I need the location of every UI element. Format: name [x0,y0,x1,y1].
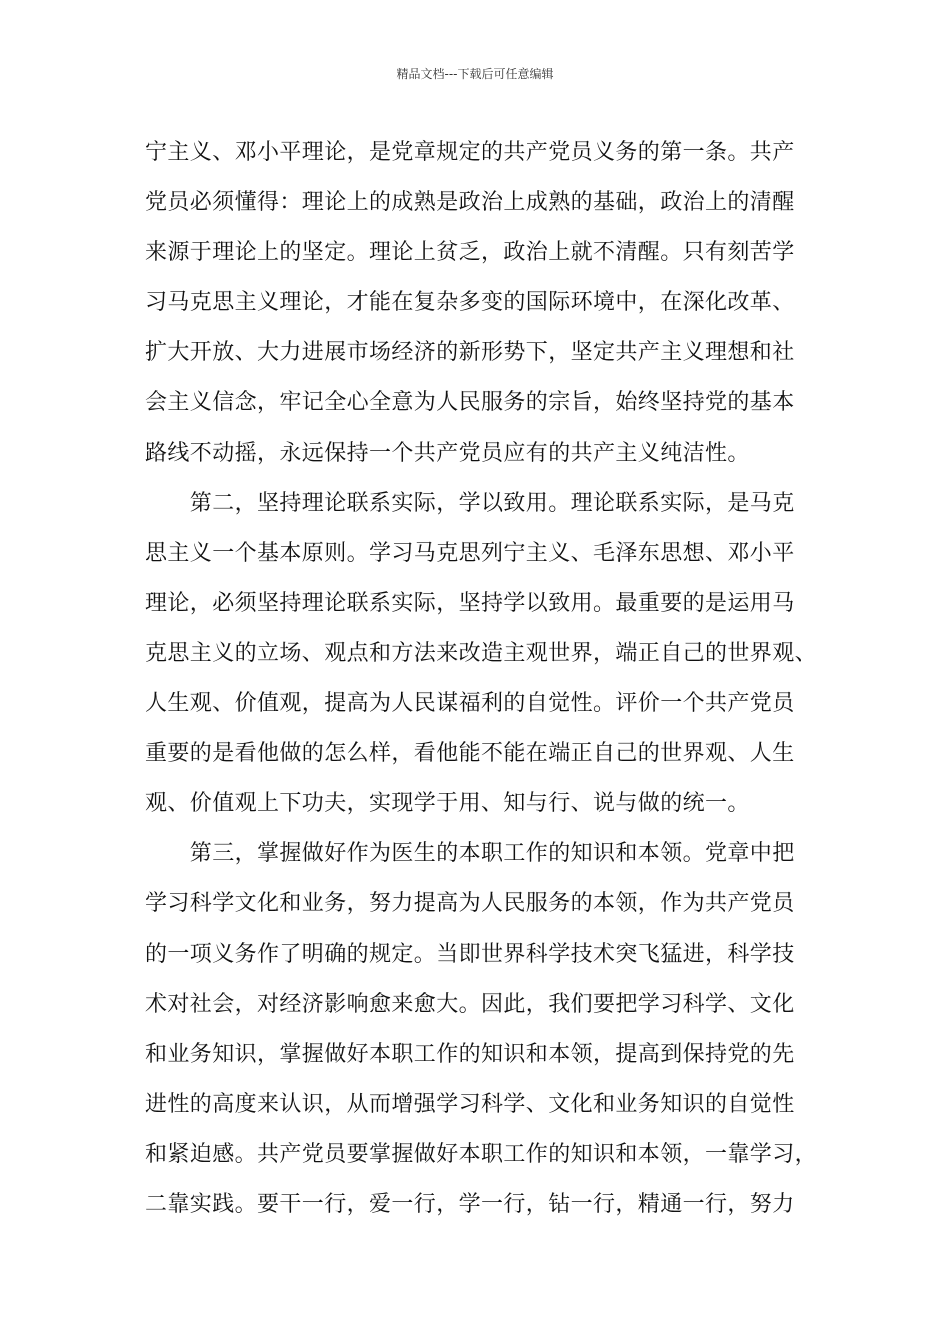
text-line: 路线不动摇，永远保持一个共产党员应有的共产主义纯洁性。 [145,440,750,466]
text-line: 人生观、价值观，提高为人民谋福利的自觉性。评价一个共产党员 [145,691,795,717]
text-line: 理论，必须坚持理论联系实际，坚持学以致用。最重要的是运用马 [145,590,795,616]
text-line: 第二，坚持理论联系实际，学以致用。理论联系实际，是马克 [145,490,795,516]
text-line: 第三，掌握做好作为医生的本职工作的知识和本领。党章中把 [145,841,795,867]
text-line: 克思主义的立场、观点和方法来改造主观世界，端正自己的世界观、 [145,640,818,666]
document-body [145,128,825,1230]
text-line: 习马克思主义理论，才能在复杂多变的国际环境中，在深化改革、 [145,290,795,316]
text-line: 二靠实践。要干一行，爱一行，学一行，钻一行，精通一行，努力 [145,1191,795,1217]
text-line: 学习科学文化和业务，努力提高为人民服务的本领，作为共产党员 [145,891,795,917]
page-header: 精品文档---下载后可任意编辑 [396,67,554,81]
text-line: 观、价值观上下功夫，实现学于用、知与行、说与做的统一。 [145,791,750,817]
text-line: 扩大开放、大力进展市场经济的新形势下，坚定共产主义理想和社 [145,340,795,366]
text-line: 和业务知识，掌握做好本职工作的知识和本领，提高到保持党的先 [145,1041,795,1067]
text-line: 会主义信念，牢记全心全意为人民服务的宗旨，始终坚持党的基本 [145,390,795,416]
text-line: 和紧迫感。共产党员要掌握做好本职工作的知识和本领，一靠学习， [145,1141,818,1167]
text-line: 进性的高度来认识，从而增强学习科学、文化和业务知识的自觉性 [145,1091,795,1117]
text-line: 术对社会，对经济影响愈来愈大。因此，我们要把学习科学、文化 [145,991,795,1017]
text-line: 宁主义、邓小平理论，是党章规定的共产党员义务的第一条。共产 [145,140,795,165]
text-line: 思主义一个基本原则。学习马克思列宁主义、毛泽东思想、邓小平 [145,540,795,566]
text-line: 重要的是看他做的怎么样，看他能不能在端正自己的世界观、人生 [145,741,795,767]
text-line: 的一项义务作了明确的规定。当即世界科学技术突飞猛进，科学技 [145,941,795,967]
text-line: 来源于理论上的坚定。理论上贫乏，政治上就不清醒。只有刻苦学 [145,240,795,266]
text-line: 党员必须懂得：理论上的成熟是政治上成熟的基础，政治上的清醒 [145,190,795,216]
